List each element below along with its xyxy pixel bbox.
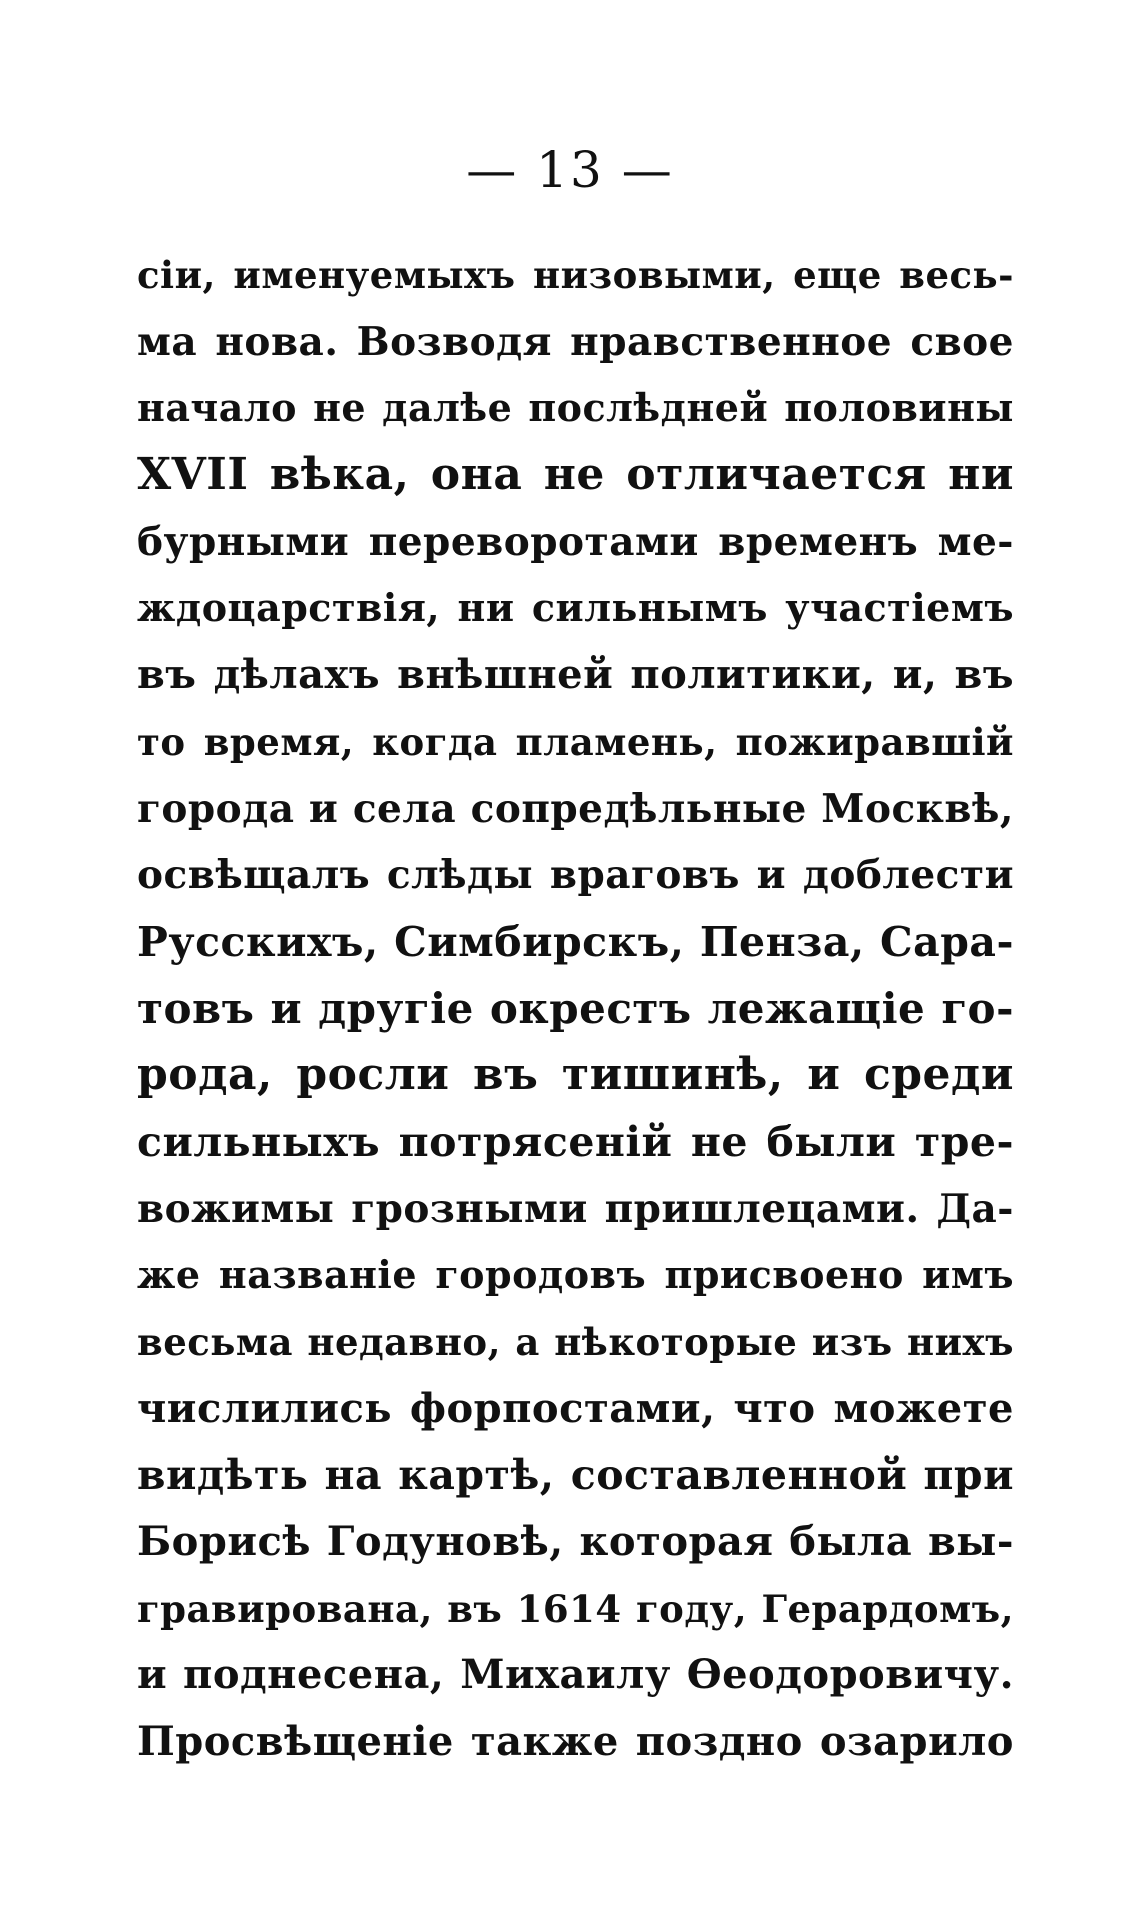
text-line: гравирована, въ 1614 году, Герардомъ, bbox=[137, 1586, 1014, 1631]
text-line: весьма недавно, а нѣкоторые изъ нихъ bbox=[137, 1320, 1014, 1364]
text-line: въ дѣлахъ внѣшней политики, и, въ bbox=[137, 651, 1014, 699]
page-number: — 13 — bbox=[466, 141, 674, 199]
text-line: же названіе городовъ присвоено имъ bbox=[137, 1252, 1014, 1298]
text-line: и поднесена, Михаилу Ѳеодоровичу. bbox=[137, 1651, 1014, 1699]
text-line: товъ и другіе окрестъ лежащіе го- bbox=[137, 983, 1014, 1033]
text-line: числились форпостами, что можете bbox=[137, 1384, 1014, 1432]
text-line: вожимы грозными пришлецами. Да- bbox=[137, 1185, 1014, 1232]
text-line: ма нова. Возводя нравственное свое bbox=[137, 318, 1014, 365]
text-line: XVII вѣка, она не отличается ни bbox=[137, 449, 1014, 501]
text-line: рода, росли въ тишинѣ, и среди bbox=[137, 1049, 1014, 1101]
text-line: ждоцарствія, ни сильнымъ участіемъ bbox=[137, 585, 1014, 631]
text-line: Просвѣщеніе также поздно озарило bbox=[137, 1718, 1014, 1766]
body-text bbox=[137, 242, 1014, 1776]
text-line: начало не далѣе послѣдней половины bbox=[137, 385, 1014, 431]
text-line: сильныхъ потрясеній не были тре- bbox=[137, 1117, 1014, 1166]
text-line: бурными переворотами временъ ме- bbox=[137, 518, 1014, 565]
text-line: города и села сопредѣльные Москвѣ, bbox=[137, 785, 1014, 832]
text-line: Русскихъ, Симбирскъ, Пенза, Сара- bbox=[137, 917, 1014, 966]
text-line: то время, когда пламень, пожиравшій bbox=[137, 719, 1014, 764]
text-line: Борисѣ Годуновѣ, которая была вы- bbox=[137, 1518, 1014, 1566]
text-line: видѣть на картѣ, составленной при bbox=[137, 1451, 1014, 1500]
text-line: сіи, именуемыхъ низовыми, еще весь- bbox=[137, 253, 1014, 297]
text-line: освѣщалъ слѣды враговъ и доблести bbox=[137, 852, 1014, 899]
